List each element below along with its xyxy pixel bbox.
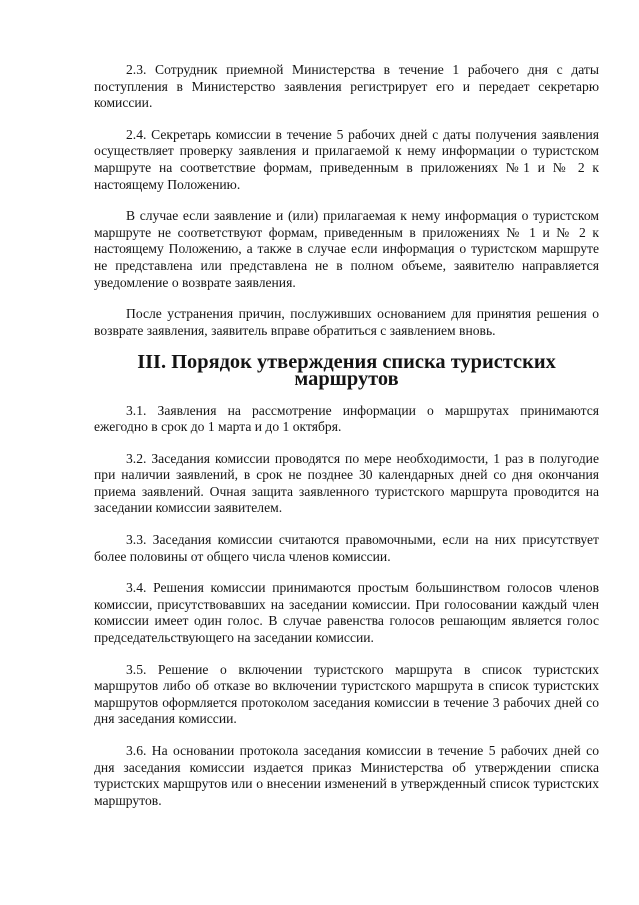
paragraph-3-3: 3.3. Заседания комиссии считаются правомочными, если на них присутствует более половины от общего числа членов комиссии. [94, 532, 599, 564]
paragraph-3-2: 3.2. Заседания комиссии проводятся по мере необходимости, 1 раз в полугодие при наличии заявлений, в срок не позднее 30 календарных дней со дня окончания приема заявлений. Очная защита заявленного туристского маршрута проводится на заседании комиссии заявителем. [94, 450, 599, 516]
paragraph-2-4: 2.4. Секретарь комиссии в течение 5 рабочих дней с даты получения заявления осуществляет проверку заявления и прилагаемой к нему информации о туристском маршруте на соответствие формам, приведенным в приложениях №1 и № 2 к настоящему Положению. [94, 126, 599, 192]
paragraph-resubmission: После устранения причин, послуживших основанием для принятия решения о возврате заявления, заявитель вправе обратиться с заявлением вновь. [94, 306, 599, 338]
paragraph-3-4: 3.4. Решения комиссии принимаются простым большинством голосов членов комиссии, присутствовавших на заседании комиссии. При голосовании каждый член комиссии имеет один голос. В случае равенства голосов решающим является голос председательствующего на заседании комиссии. [94, 580, 599, 646]
paragraph-3-1: 3.1. Заявления на рассмотрение информации о маршрутах принимаются ежегодно в срок до 1 марта и до 1 октября. [94, 402, 599, 435]
paragraph-3-5: 3.5. Решение о включении туристского маршрута в список туристских маршрутов либо об отказе во включении туристского маршрута в список туристских маршрутов оформляется протоколом заседания комиссии в течение 3 рабочих дней со дня заседания комиссии. [94, 661, 599, 727]
section-heading-iii: III. Порядок утверждения списка туристских маршрутов [137, 351, 556, 390]
paragraph-3-6: 3.6. На основании протокола заседания комиссии в течение 5 рабочих дней со дня заседания комиссии издается приказ Министерства об утверждении списка туристских маршрутов или о внесении изменений в утвержденный список туристских маршрутов. [94, 743, 599, 808]
document-body [94, 62, 599, 824]
paragraph-nonconformity-notice: В случае если заявление и (или) прилагаемая к нему информация о туристском маршруте не соответствуют формам, приведенным в приложениях № 1 и № 2 к настоящему Положению, а также в случае если информация о туристском маршруте не представлена или представлена не в полном объеме, заявителю направляется уведомление о возврате заявления. [94, 208, 599, 290]
paragraph-2-3: 2.3. Сотрудник приемной Министерства в течение 1 рабочего дня с даты поступления в Министерство заявления регистрирует его и передает секретарю комиссии. [94, 62, 599, 111]
